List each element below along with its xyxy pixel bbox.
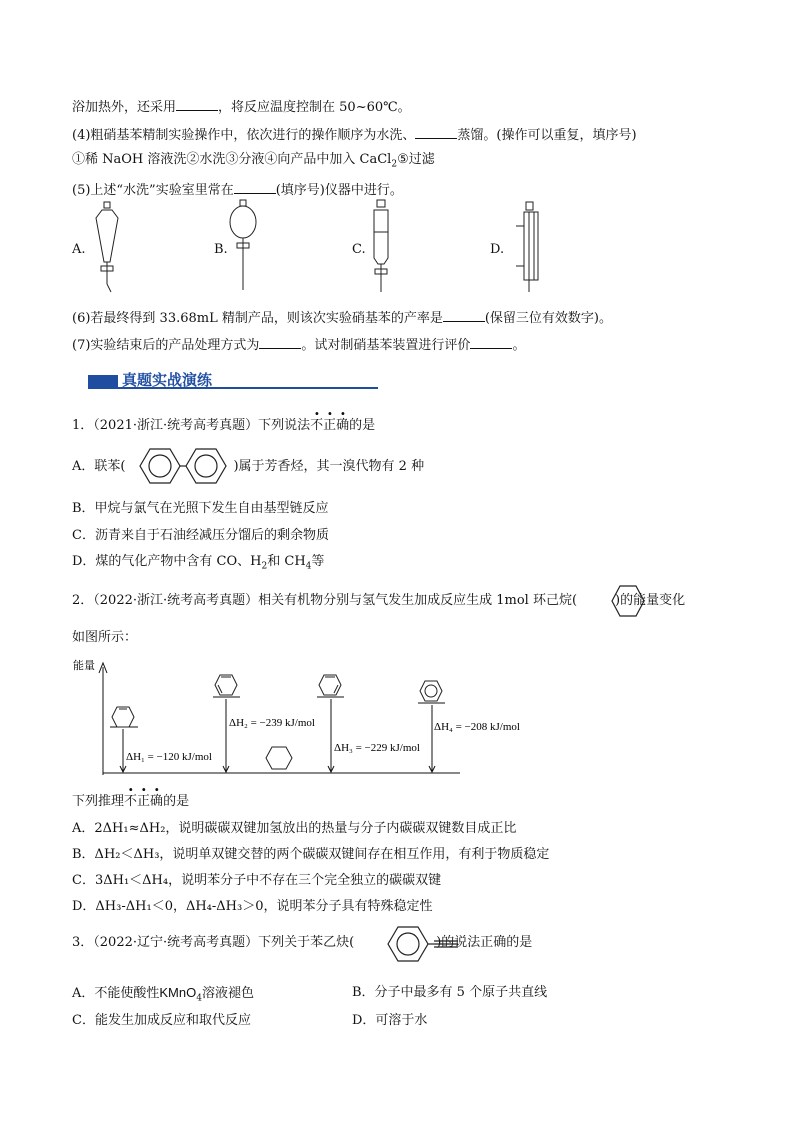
separatory-funnel-conical-icon — [96, 202, 118, 292]
benzene-icon — [420, 681, 442, 701]
apparatus-label-d[interactable]: D. — [490, 242, 505, 257]
answer-blank[interactable] — [470, 334, 512, 349]
cyclohexadiene-conjugated-icon — [319, 675, 341, 695]
text-segment: D．ΔH₃-ΔH₁＜0，ΔH₄-ΔH₃＞0，说明苯分子具有特殊稳定性 — [72, 899, 433, 914]
text-segment: A．2ΔH₁≈ΔH₂，说明碳碳双键加氢放出的热量与分子内碳碳双键数目成正比 — [72, 821, 517, 836]
text-segment: KMnO — [159, 985, 197, 1000]
answer-blank[interactable] — [259, 334, 301, 349]
q3-option-c[interactable] — [72, 1012, 251, 1030]
text-segment: (5)上述“水洗”实验室里常在 — [72, 183, 234, 198]
text-segment: 和 CH — [267, 554, 306, 569]
text-segment: )属于芳香烃，其一溴代物有 2 种 — [233, 459, 425, 474]
dropping-funnel-icon — [374, 200, 388, 292]
cyclohexadiene-icon — [215, 675, 237, 695]
section-title: 真题实战演练 — [122, 371, 213, 389]
text-segment: )的说法正确的是 — [436, 935, 533, 950]
text-segment: D．可溶于水 — [352, 1013, 428, 1028]
emphasis-char: 正 — [323, 418, 337, 433]
q2-stem-cont — [72, 629, 137, 647]
section-banner — [88, 369, 378, 393]
text-segment: (7)实验结束后的产品处理方式为 — [72, 338, 260, 353]
delta-h1-label: ΔH₁ = −120 kJ/mol — [126, 751, 212, 763]
q1-stem — [72, 417, 375, 435]
text-segment: 3．（2022·辽宁·统考高考真题）下列关于苯乙炔( — [72, 935, 355, 950]
text-segment: A．不能使酸性 — [72, 986, 160, 1001]
apparatus-label-a[interactable]: A. — [72, 242, 86, 257]
text-segment: 等 — [311, 554, 325, 569]
q2-option-b[interactable] — [72, 846, 549, 864]
banner-accent-bar — [88, 375, 118, 387]
text-segment: B．甲烷与氯气在光照下发生自由基型链反应 — [72, 501, 329, 516]
q1-option-c[interactable] — [72, 527, 329, 545]
subscript: 2 — [261, 561, 268, 572]
delta-h4-label: ΔH₄ = −208 kJ/mol — [434, 721, 520, 733]
text-segment: 如图所示： — [72, 630, 138, 645]
q1-option-a[interactable] — [72, 458, 424, 476]
energy-axis-label: 能量 — [73, 660, 95, 672]
text-line-7 — [72, 334, 525, 355]
text-segment: D．煤的气化产物中含有 CO、H — [72, 554, 262, 569]
q3-option-d[interactable] — [352, 1012, 427, 1030]
text-segment: C．能发生加成反应和取代反应 — [72, 1013, 251, 1028]
q1-option-b[interactable] — [72, 500, 329, 518]
biphenyl-structure-icon — [128, 444, 238, 488]
emphasis-char: 正 — [137, 794, 151, 809]
q3-option-a[interactable] — [72, 984, 254, 1008]
q3-option-b[interactable] — [352, 984, 547, 1002]
text-segment: 1．（2021·浙江·统考高考真题）下列说法 — [72, 418, 311, 433]
text-segment: (填序号)仪器中进行。 — [275, 183, 403, 198]
text-segment: 2．（2022·浙江·统考高考真题）相关有机物分别与氢气发生加成反应生成 1mol 环己烷( — [72, 593, 578, 608]
text-segment: 蒸馏。(操作可以重复，填序号) — [457, 128, 637, 143]
text-segment: )的能量变化 — [615, 593, 686, 608]
answer-blank[interactable] — [443, 307, 485, 322]
subscript: 2 — [391, 159, 398, 170]
q2-option-c[interactable] — [72, 872, 441, 890]
text-segment: 的是 — [349, 418, 376, 433]
text-segment: (4)粗硝基苯精制实验操作中，依次进行的操作顺序为水洗、 — [72, 128, 416, 143]
apparatus-drawings — [0, 0, 800, 300]
text-segment: ，将反应温度控制在 50~60℃。 — [218, 100, 411, 115]
apparatus-label-b[interactable]: B. — [214, 242, 228, 257]
cyclohexene-icon — [112, 707, 134, 727]
energy-diagram — [70, 655, 550, 785]
text-segment: 浴加热外，还采用 — [72, 100, 177, 115]
cyclohexane-product-icon — [266, 747, 292, 769]
text-segment: (保留三位有效数字)。 — [484, 311, 613, 326]
emphasis-char: 不 — [310, 418, 324, 433]
condenser-icon — [516, 202, 538, 292]
text-segment: ①稀 NaOH 溶液洗②水洗③分液④向产品中加入 CaCl — [72, 152, 392, 167]
subscript: 4 — [196, 993, 202, 1004]
text-segment: C．沥青来自于石油经减压分馏后的剩余物质 — [72, 528, 329, 543]
phenylacetylene-structure-icon — [382, 922, 466, 966]
text-segment: 下列推理 — [72, 794, 125, 809]
text-segment: (6)若最终得到 33.68mL 精制产品，则该次实验硝基苯的产率是 — [72, 311, 443, 326]
q2-option-a[interactable] — [72, 820, 516, 838]
text-segment: 。 — [512, 338, 526, 353]
text-segment: 溶液褪色 — [201, 986, 254, 1001]
emphasis-char: 确 — [150, 794, 164, 809]
apparatus-label-c[interactable]: C. — [352, 242, 366, 257]
q2-inference — [72, 793, 189, 811]
cyclohexane-structure-icon — [608, 582, 648, 620]
text-segment: ⑤过滤 — [397, 152, 435, 167]
text-segment: 的是 — [163, 794, 190, 809]
q2-option-d[interactable] — [72, 898, 433, 916]
text-segment: A．联苯( — [72, 459, 126, 474]
text-segment: C．3ΔH₁＜ΔH₄，说明苯分子中不存在三个完全独立的碳碳双键 — [72, 873, 442, 888]
emphasis-char: 不 — [124, 794, 138, 809]
separatory-funnel-spherical-icon — [230, 200, 256, 290]
emphasis-char: 确 — [336, 418, 350, 433]
q2-stem — [72, 592, 685, 610]
text-segment: B．ΔH₂＜ΔH₃，说明单双键交替的两个碳碳双键间存在相互作用，有利于物质稳定 — [72, 847, 550, 862]
q1-option-d[interactable] — [72, 553, 324, 576]
delta-h2-label: ΔH₂ = −239 kJ/mol — [229, 717, 315, 729]
delta-h3-label: ΔH₃ = −229 kJ/mol — [334, 742, 420, 754]
subscript: 4 — [305, 561, 312, 572]
text-line-6 — [72, 307, 612, 328]
text-segment: B．分子中最多有 5 个原子共直线 — [352, 985, 548, 1000]
text-segment: 。试对制硝基苯装置进行评价 — [301, 338, 471, 353]
